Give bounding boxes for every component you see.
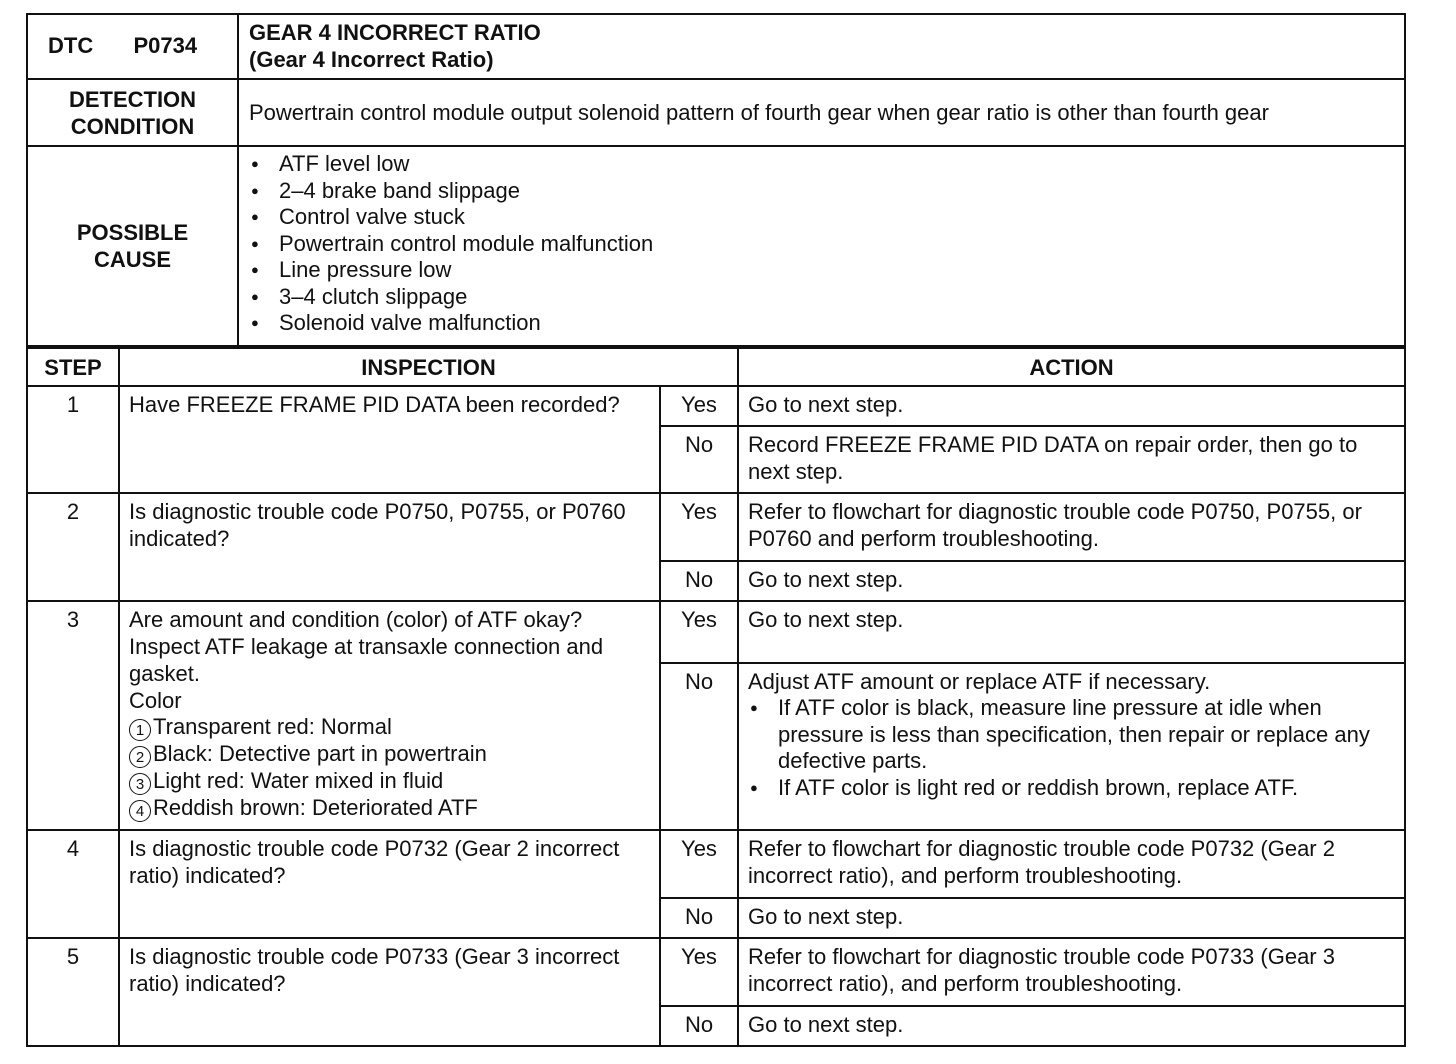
cause-item: ● Line pressure low	[251, 257, 1394, 284]
no-action-cell	[738, 663, 1405, 830]
column-header-inspection: INSPECTION	[119, 348, 738, 386]
yes-label: Yes	[660, 386, 738, 426]
circled-number: 2	[129, 746, 151, 768]
step-inspection: Is diagnostic trouble code P0750, P0755, or P0760 indicated?	[119, 493, 660, 601]
troubleshooting-steps-table	[26, 347, 1406, 1047]
cause-item: ● Control valve stuck	[251, 204, 1394, 231]
dtc-subtitle: (Gear 4 Incorrect Ratio)	[249, 47, 494, 72]
column-header-action: ACTION	[738, 348, 1405, 386]
no-label: No	[660, 561, 738, 601]
color-item	[129, 714, 650, 741]
color-text: Reddish brown: Deteriorated ATF	[153, 795, 478, 820]
no-action: Go to next step.	[738, 561, 1405, 601]
step-inspection: Is diagnostic trouble code P0732 (Gear 2 incorrect ratio) indicated?	[119, 830, 660, 938]
dtc-title: GEAR 4 INCORRECT RATIO	[249, 20, 541, 45]
detection-label-cell	[27, 79, 238, 146]
yes-action: Refer to flowchart for diagnostic trouble code P0732 (Gear 2 incorrect ratio), and perform troubleshooting.	[738, 830, 1405, 898]
column-header-step: STEP	[27, 348, 119, 386]
circled-number: 1	[129, 719, 151, 741]
step-row	[27, 830, 1405, 898]
step-number: 1	[27, 386, 119, 493]
no-action: Go to next step.	[738, 898, 1405, 938]
possible-label: POSSIBLE	[76, 220, 189, 245]
yes-label: Yes	[660, 601, 738, 663]
color-item	[129, 795, 650, 822]
step-row	[27, 493, 1405, 561]
inspection-line: Are amount and condition (color) of ATF okay?	[129, 607, 583, 632]
inspection-line: Inspect ATF leakage at transaxle connection and gasket.	[129, 634, 604, 686]
no-label: No	[660, 663, 738, 830]
yes-label: Yes	[660, 938, 738, 1006]
step-number: 5	[27, 938, 119, 1046]
step-inspection: Is diagnostic trouble code P0733 (Gear 3 incorrect ratio) indicated?	[119, 938, 660, 1046]
dtc-title-cell	[238, 14, 1405, 79]
circled-number: 4	[129, 800, 151, 822]
yes-action: Go to next step.	[738, 386, 1405, 426]
action-bullet: ● If ATF color is light red or reddish brown, replace ATF.	[748, 775, 1395, 802]
yes-action: Refer to flowchart for diagnostic trouble code P0750, P0755, or P0760 and perform troubleshooting.	[738, 493, 1405, 561]
step-row	[27, 386, 1405, 426]
cause-item: ● Solenoid valve malfunction	[251, 310, 1394, 337]
step-row	[27, 601, 1405, 663]
color-item	[129, 741, 650, 768]
circled-number: 3	[129, 773, 151, 795]
possible-cause-list	[251, 151, 1394, 337]
no-label: No	[660, 426, 738, 493]
dtc-header-table	[26, 13, 1406, 347]
step-number: 3	[27, 601, 119, 830]
color-text: Black: Detective part in powertrain	[153, 741, 487, 766]
yes-label: Yes	[660, 830, 738, 898]
no-action: Adjust ATF amount or replace ATF if necessary.	[748, 669, 1211, 694]
possible-cause-label-cell	[27, 146, 238, 346]
no-action: Go to next step.	[738, 1006, 1405, 1046]
color-item	[129, 768, 650, 795]
detection-condition-text: Powertrain control module output solenoid pattern of fourth gear when gear ratio is other than fourth gear	[238, 79, 1405, 146]
cause-item: ● 2–4 brake band slippage	[251, 178, 1394, 205]
inspection-line: Color	[129, 688, 182, 713]
no-label: No	[660, 898, 738, 938]
dtc-label: DTC	[48, 33, 94, 58]
cause-item: ● ATF level low	[251, 151, 1394, 178]
color-text: Transparent red: Normal	[153, 714, 392, 739]
possible-cause-list-cell	[238, 146, 1405, 346]
step-number: 2	[27, 493, 119, 601]
step-number: 4	[27, 830, 119, 938]
condition-label: CONDITION	[70, 113, 195, 139]
no-label: No	[660, 1006, 738, 1046]
color-list	[129, 714, 650, 822]
action-bullet: ● If ATF color is black, measure line pressure at idle when pressure is less than specification, then repair or replace any defective parts.	[748, 695, 1395, 775]
cause-item: ● 3–4 clutch slippage	[251, 284, 1394, 311]
step-inspection	[119, 601, 660, 830]
yes-action: Go to next step.	[738, 601, 1405, 663]
no-action-bullets	[748, 695, 1395, 801]
detection-label: DETECTION	[68, 86, 197, 112]
dtc-code: P0734	[133, 33, 198, 58]
cause-label: CAUSE	[93, 247, 171, 272]
cause-item: ● Powertrain control module malfunction	[251, 231, 1394, 258]
no-action: Record FREEZE FRAME PID DATA on repair order, then go to next step.	[738, 426, 1405, 493]
color-text: Light red: Water mixed in fluid	[153, 768, 444, 793]
step-inspection: Have FREEZE FRAME PID DATA been recorded?	[119, 386, 660, 493]
dtc-label-cell	[27, 14, 238, 79]
yes-action: Refer to flowchart for diagnostic trouble code P0733 (Gear 3 incorrect ratio), and perform troubleshooting.	[738, 938, 1405, 1006]
yes-label: Yes	[660, 493, 738, 561]
step-row	[27, 938, 1405, 1006]
